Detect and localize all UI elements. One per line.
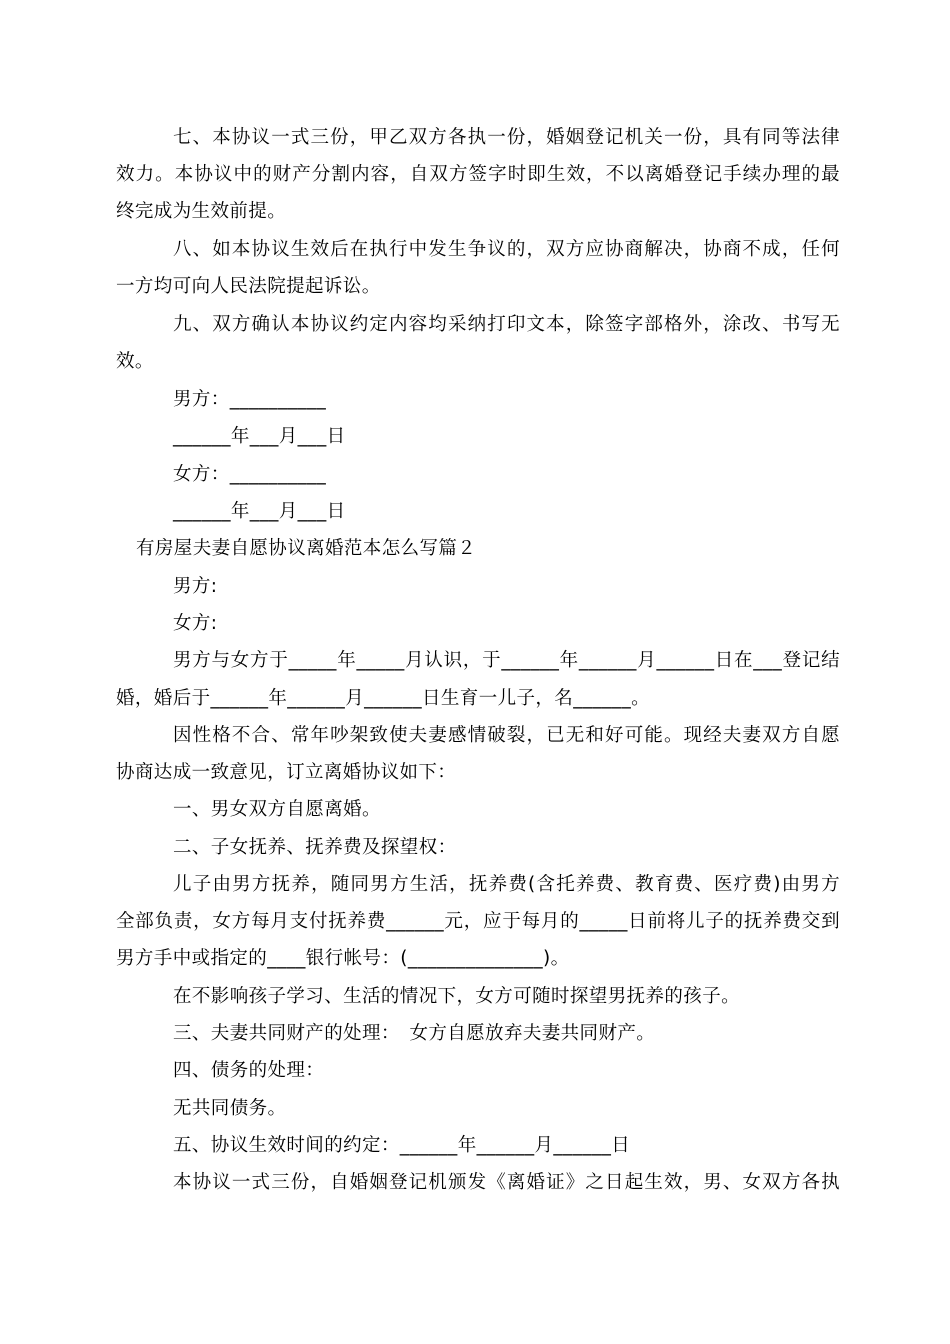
custody-line-2: 全部负责，女方每月支付抚养费______元，应于每月的_____日前将儿子的抚养费交到 <box>116 911 840 932</box>
paragraph-9-line-1: 九、双方确认本协议约定内容均采纳打印文本，除签字部格外，涂改、书写无 <box>173 314 840 335</box>
visitation-line: 在不影响孩子学习、生活的情况下，女方可随时探望男抚养的孩子。 <box>173 986 741 1007</box>
clause-2-heading: 二、子女抚养、抚养费及探望权： <box>173 837 457 858</box>
custody-line-1: 儿子由男方抚养，随同男方生活，抚养费(含托养费、教育费、医疗费)由男方 <box>173 874 840 895</box>
female-signature-line: 女方：__________ <box>173 464 327 485</box>
paragraph-7-line-2: 效力。本协议中的财产分割内容，自双方签字时即生效，不以离婚登记手续办理的最 <box>116 164 840 185</box>
clause-5: 五、协议生效时间的约定：______年______月______日 <box>173 1135 631 1156</box>
reason-line-2: 协商达成一致意见，订立离婚协议如下： <box>116 762 457 783</box>
paragraph-9-line-2: 效。 <box>116 351 154 372</box>
marriage-info-line-2: 婚，婚后于______年______月______日生育一儿子，名______。 <box>116 688 651 709</box>
custody-line-3: 男方手中或指定的____银行帐号：(______________)。 <box>116 948 570 969</box>
female-date-line: ______年___月___日 <box>173 501 346 522</box>
reason-line-1: 因性格不合、常年吵架致使夫妻感情破裂，已无和好可能。现经夫妻双方自愿 <box>173 725 840 746</box>
clause-1: 一、男女双方自愿离婚。 <box>173 799 381 820</box>
male-date-line: ______年___月___日 <box>173 426 346 447</box>
paragraph-8-line-1: 八、如本协议生效后在执行中发生争议的，双方应协商解决，协商不成，任何 <box>173 239 840 260</box>
paragraph-7-line-3: 终完成为生效前提。 <box>116 201 287 222</box>
paragraph-7-line-1: 七、本协议一式三份，甲乙双方各执一份，婚姻登记机关一份，具有同等法律 <box>173 127 840 148</box>
clause-4-heading: 四、债务的处理： <box>173 1060 325 1081</box>
final-paragraph-line-1: 本协议一式三份，自婚姻登记机颁发《离婚证》之日起生效，男、女双方各执 <box>173 1172 840 1193</box>
marriage-info-line-1: 男方与女方于_____年_____月认识，于______年______月______日在___登记结 <box>173 650 840 671</box>
male-signature-line: 男方：__________ <box>173 389 327 410</box>
female-party-label: 女方: <box>173 613 218 634</box>
clause-3: 三、夫妻共同财产的处理： 女方自愿放弃夫妻共同财产。 <box>173 1023 656 1044</box>
male-party-label: 男方: <box>173 576 218 597</box>
clause-4-body: 无共同债务。 <box>173 1098 287 1119</box>
section-title: 有房屋夫妻自愿协议离婚范本怎么写篇２ <box>136 538 477 559</box>
paragraph-8-line-2: 一方均可向人民法院提起诉讼。 <box>116 276 381 297</box>
